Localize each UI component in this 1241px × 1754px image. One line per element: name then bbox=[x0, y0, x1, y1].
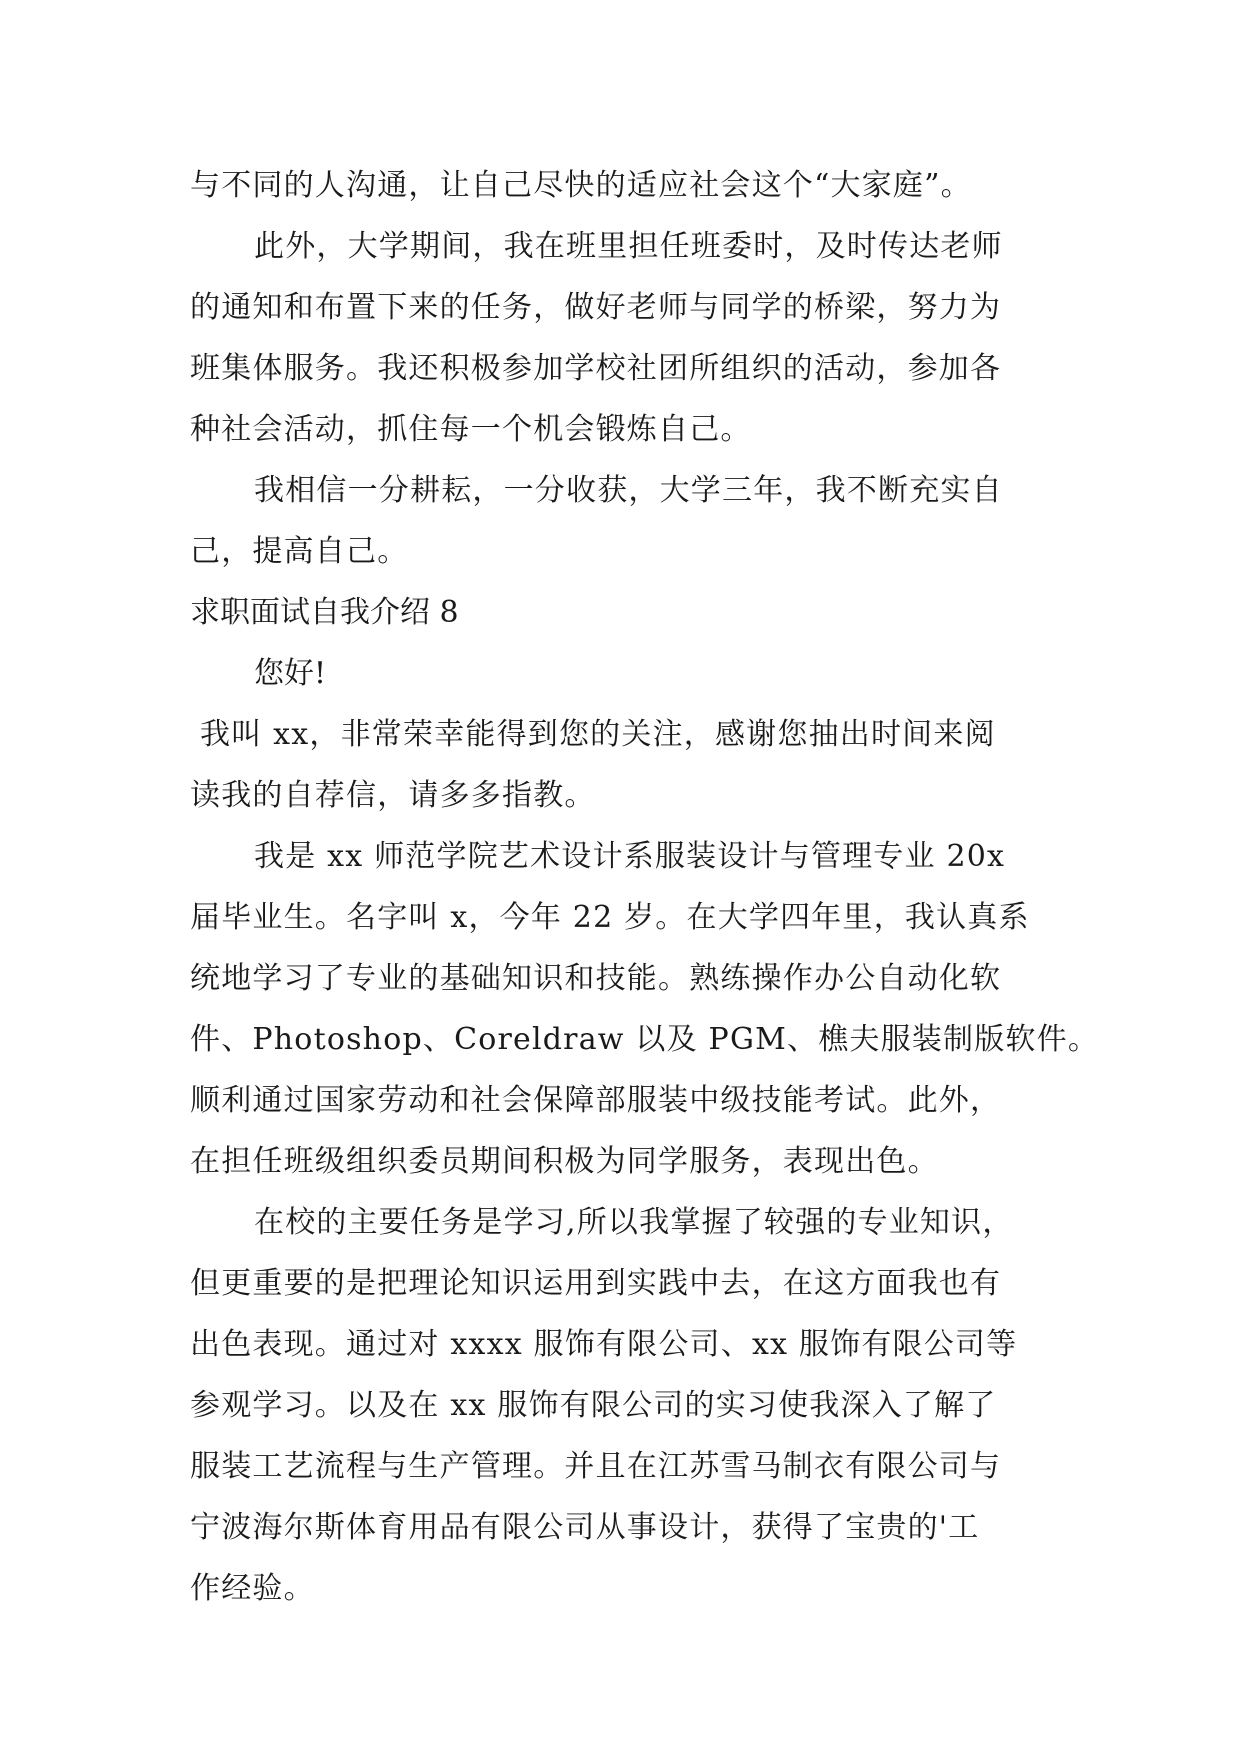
text-line: 在校的主要任务是学习,所以我掌握了较强的专业知识， bbox=[254, 1205, 1014, 1240]
text-line: 出色表现。通过对 xxxx 服饰有限公司、xx 服饰有限公司等 bbox=[190, 1327, 1018, 1362]
text-line: 种社会活动，抓住每一个机会锻炼自己。 bbox=[190, 412, 752, 447]
text-line: 统地学习了专业的基础知识和技能。熟练操作办公自动化软 bbox=[190, 961, 1002, 996]
text-line: 但更重要的是把理论知识运用到实践中去，在这方面我也有 bbox=[190, 1266, 1002, 1301]
greeting: 您好! bbox=[254, 656, 327, 691]
section-heading: 求职面试自我介绍 8 bbox=[190, 595, 459, 630]
text-line: 作经验。 bbox=[190, 1571, 315, 1606]
text-line: 读我的自荐信，请多多指教。 bbox=[190, 778, 596, 813]
text-line: 顺利通过国家劳动和社会保障部服装中级技能考试。此外， bbox=[190, 1083, 1002, 1118]
text-line: 与不同的人沟通，让自己尽快的适应社会这个“大家庭”。 bbox=[190, 168, 972, 203]
text-line: 的通知和布置下来的任务，做好老师与同学的桥梁，努力为 bbox=[190, 290, 1002, 325]
text-line: 我相信一分耕耘，一分收获，大学三年，我不断充实自 bbox=[254, 473, 1003, 508]
text-line: 在担任班级组织委员期间积极为同学服务，表现出色。 bbox=[190, 1144, 939, 1179]
document-body bbox=[190, 155, 1100, 1619]
text-line: 件、Photoshop、Coreldraw 以及 PGM、樵夫服装制版软件。 bbox=[190, 1022, 1100, 1057]
text-line: 我叫 xx，非常荣幸能得到您的关注，感谢您抽出时间来阅 bbox=[200, 717, 996, 752]
text-line: 班集体服务。我还积极参加学校社团所组织的活动，参加各 bbox=[190, 351, 1002, 386]
text-line: 己，提高自己。 bbox=[190, 534, 409, 569]
text-line: 参观学习。以及在 xx 服饰有限公司的实习使我深入了解了 bbox=[190, 1388, 997, 1423]
text-line: 届毕业生。名字叫 x，今年 22 岁。在大学四年里，我认真系 bbox=[190, 900, 1030, 935]
text-line: 我是 xx 师范学院艺术设计系服装设计与管理专业 20x bbox=[254, 839, 1006, 874]
text-line: 服装工艺流程与生产管理。并且在江苏雪马制衣有限公司与 bbox=[190, 1449, 1002, 1484]
text-line: 此外，大学期间，我在班里担任班委时，及时传达老师 bbox=[254, 229, 1003, 264]
text-line: 宁波海尔斯体育用品有限公司从事设计，获得了宝贵的'工 bbox=[190, 1510, 980, 1545]
